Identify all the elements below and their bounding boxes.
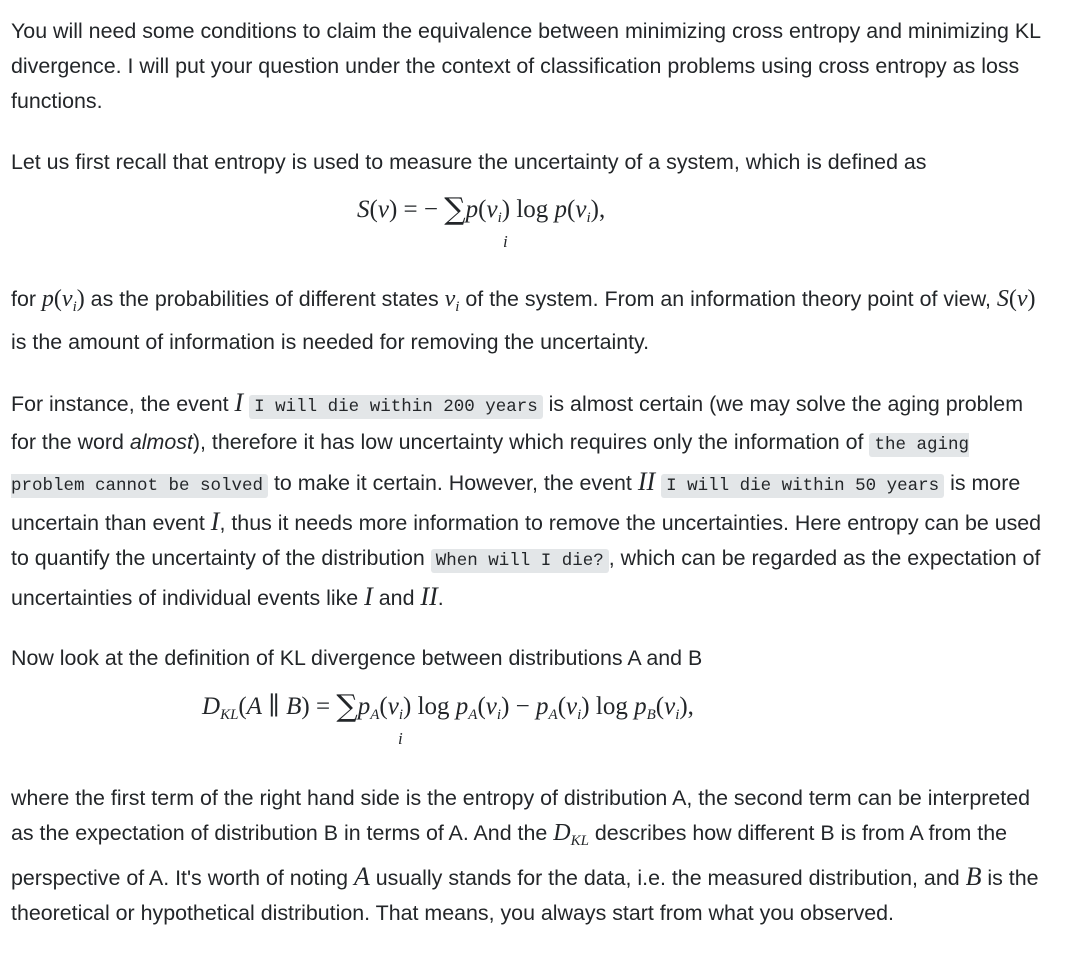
code-distribution: When will I die? — [431, 549, 609, 573]
paragraph-entropy-explain: for $p(v_i)$ as the probabilities of different states $v_i$ of the system. From an information theory point of view, S(v) is the amount of information is needed for removing the uncertainty. — [11, 285, 1036, 355]
paragraph-intro: You will need some conditions to claim the equivalence between minimizing cross entropy and minimizing KL divergence. I will put your question under the context of classification problems using cross entropy as loss functions. — [11, 19, 1041, 114]
paragraph-kl-intro: Now look at the definition of KL divergence between distributions A and B — [11, 646, 703, 671]
entropy-equation: S(v) = − $\sum p(v_i)$ $\log p(v_i)$, i — [357, 191, 606, 251]
kl-equation: $D_{KL}(A$ ∥ $B) = \sum p_A(v_i)$ $\log p_A(v_i) - p_A(v_i)$ $\log p_B(v_i)$, i — [202, 688, 694, 748]
paragraph-example: For instance, the event I I will die within 200 years is almost certain (we may solve the aging problem for the word almost), therefore it has low uncertainty which requires only the information of the aging problem cannot be solved to make it certain. However, the event II I will die within 50 years is more uncertain than event I, thus it needs more information to remove the uncertainties. Here entropy can be used to quantify the uncertainty of the distribution When will I die? , which can be regarded as the expectation of uncertainties of individual events like I and II. — [11, 388, 1042, 612]
code-aging: the aging problem cannot be solved — [11, 435, 969, 496]
code-event-1: I will die within 200 years — [249, 395, 543, 419]
paragraph-entropy-intro: Let us first recall that entropy is used to measure the uncertainty of a system, which is defined as — [11, 149, 927, 174]
code-event-2: I will die within 50 years — [661, 474, 944, 498]
paragraph-kl-explain: where the first term of the right hand side is the entropy of distribution A, the second term can be interpreted as the expectation of distribution B in terms of A. And the $D_{KL}$ describes how different B is from A from the perspective of A. It's worth of noting A usually stands for the data, i.e. the measured distribution, and B is the theoretical or hypothetical distribution. That means, you always start from what you observed. — [11, 785, 1039, 926]
